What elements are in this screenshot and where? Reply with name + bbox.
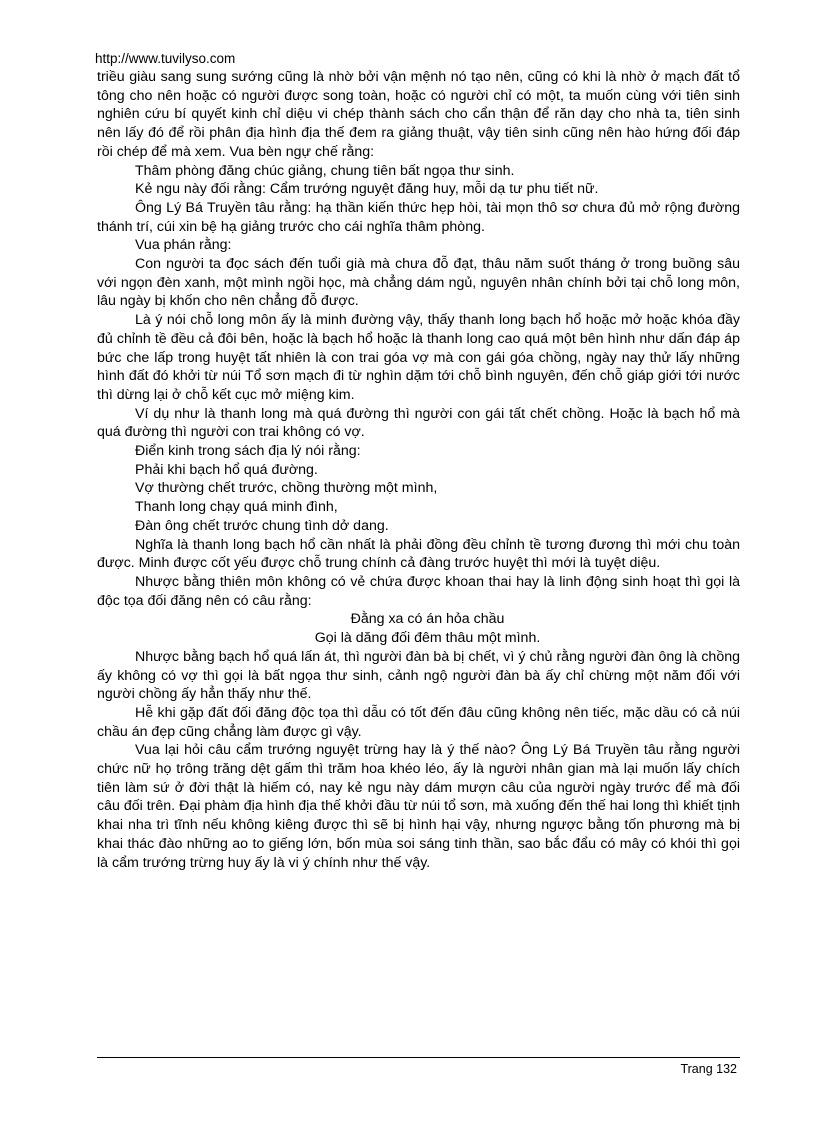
paragraph: Nhược bằng bạch hổ quá lấn át, thì người đàn bà bị chết, vì ý chủ rằng người đàn ông là chồng ấy không có vợ thì gọi là bất ngọa thư sinh, cảnh ngộ người đàn bà ấy chỉ chừng một năm đối với người chồng ấy hẳn thấy như thế. [97, 648, 740, 703]
verse-line: Đằng xa có án hỏa chầu [350, 611, 505, 628]
paragraph: triều giàu sang sung sướng cũng là nhờ bởi vận mệnh nó tạo nên, cũng có khi là nhờ ở mạch đất tổ tông cho nên hoặc có người được song toàn, hoặc có người chỉ có một, ta muốn cùng với tiên sinh nghiên cứu bí quyết kinh chỉ diệu vi chép thành sách cho cẩn thận để răn dạy cho nhà ta, tiên sinh nên lấy đó để rồi phân địa hình địa thế đem ra giảng thuật, vậy tiên sinh cũng nên hào hứng đối đáp rồi chép để mà xem. Vua bèn ngự chế rằng: [97, 69, 740, 160]
paragraph: Vua phán rằng: [135, 237, 232, 254]
paragraph: Ông Lý Bá Truyền tâu rằng: hạ thần kiến thức hẹp hòi, tài mọn thô sơ chưa đủ mở rộng đường thánh trí, cúi xin bệ hạ giảng trước cho cái nghĩa thâm phòng. [97, 199, 740, 235]
paragraph: Ví dụ như là thanh long mà quá đường thì người con gái tất chết chồng. Hoặc là bạch hổ mà quá đường thì người con trai không có vợ. [97, 405, 740, 441]
paragraph: Vua lại hỏi câu cẩm trướng nguyệt trừng hay là ý thế nào? Ông Lý Bá Truyền tâu rằng người chức nữ họ trông trăng dệt gấm thì trăm hoa khéo léo, ấy là người nhân gian mà lại muốn lấy chích tiên làm sứ ở đời thật là hiếm có, nay kẻ ngu này dám mượn câu của người ngày trước để mà đối câu đối trên. Đại phàm địa hình địa thế khởi đầu từ núi tổ sơn, mà xuống đến thế hai long thì khiết tịnh khai nha trì tĩnh nếu không kiêng được thì sẽ bị hình hại vậy, nhưng ngược bằng tốn phương mà bị khai thác đào những ao to giếng lớn, bốn mùa soi sáng tinh thần, sao bắc đẩu có mây có khói thì gọi là cẩm trướng trừng huy ấy là vi ý chính như thế vậy. [97, 742, 740, 871]
verse-line: Phải khi bạch hổ quá đường. [135, 461, 318, 478]
verse-line: Gọi là dăng đối đêm thâu một mình. [314, 630, 541, 647]
document-body [97, 68, 740, 872]
paragraph: Thâm phòng đăng chúc giảng, chung tiên bất ngọa thư sinh. [135, 162, 515, 179]
paragraph: Kẻ ngu này đối rằng: Cẩm trướng nguyệt đăng huy, mỗi dạ tư phu tiết nữ. [135, 181, 599, 198]
paragraph: Con người ta đọc sách đến tuổi già mà chưa đỗ đạt, thâu năm suốt tháng ở trong buồng sâu với ngọn đèn xanh, một mình ngồi học, mà chẳng dám ngủ, nguyên nhân chính bởi tại chỗ long môn, lâu ngày bị khốn cho nên chẳng đỗ được. [97, 256, 740, 310]
verse-line: Vợ thường chết trước, chồng thường một mình, [135, 480, 438, 497]
verse-line: Đàn ông chết trước chung tình dở dang. [135, 517, 389, 534]
paragraph: Nghĩa là thanh long bạch hổ cần nhất là phải đồng đều chỉnh tề tương đương thì mới chu toàn được. Minh được cốt yếu được chỗ trung chính cả đàng trước huyệt thì mới là tuyệt diệu. [97, 536, 740, 572]
page-number: Trang 132 [680, 1062, 737, 1076]
paragraph: Hễ khi gặp đất đối đăng độc tọa thì dẫu có tốt đến đâu cũng không nên tiếc, mặc dầu có cả núi chầu án đẹp cũng chẳng làm được gì vậy. [97, 704, 740, 740]
verse-line: Thanh long chạy quá minh đình, [135, 499, 338, 516]
paragraph: Điển kinh trong sách địa lý nói rằng: [135, 443, 361, 460]
footer-divider [97, 1057, 740, 1058]
paragraph: Nhược bằng thiên môn không có vẻ chứa được khoan thai hay là linh động sinh hoạt thì gọi là độc tọa đối đăng nên có câu rằng: [97, 573, 740, 609]
paragraph: Là ý nói chỗ long môn ấy là minh đường vậy, thấy thanh long bạch hổ hoặc mở hoặc khóa đầy đủ chỉnh tề đều cả đôi bên, hoặc là bạch hổ hoặc là thanh long cao quá một bên hình như dấn đáp áp bức che lấp trong huyệt tất nhiên là con trai góa vợ mà con gái góa chồng, ngày nay thử lấy những hình đất đó khởi từ núi Tổ sơn mạch đi từ nghìn dặm tới chỗ bình nguyên, đến chỗ giáp giới tới nước thì dừng lại ở chỗ kết cục mở miệng kim. [97, 312, 740, 403]
header-url: http://www.tuvilyso.com [95, 51, 236, 66]
